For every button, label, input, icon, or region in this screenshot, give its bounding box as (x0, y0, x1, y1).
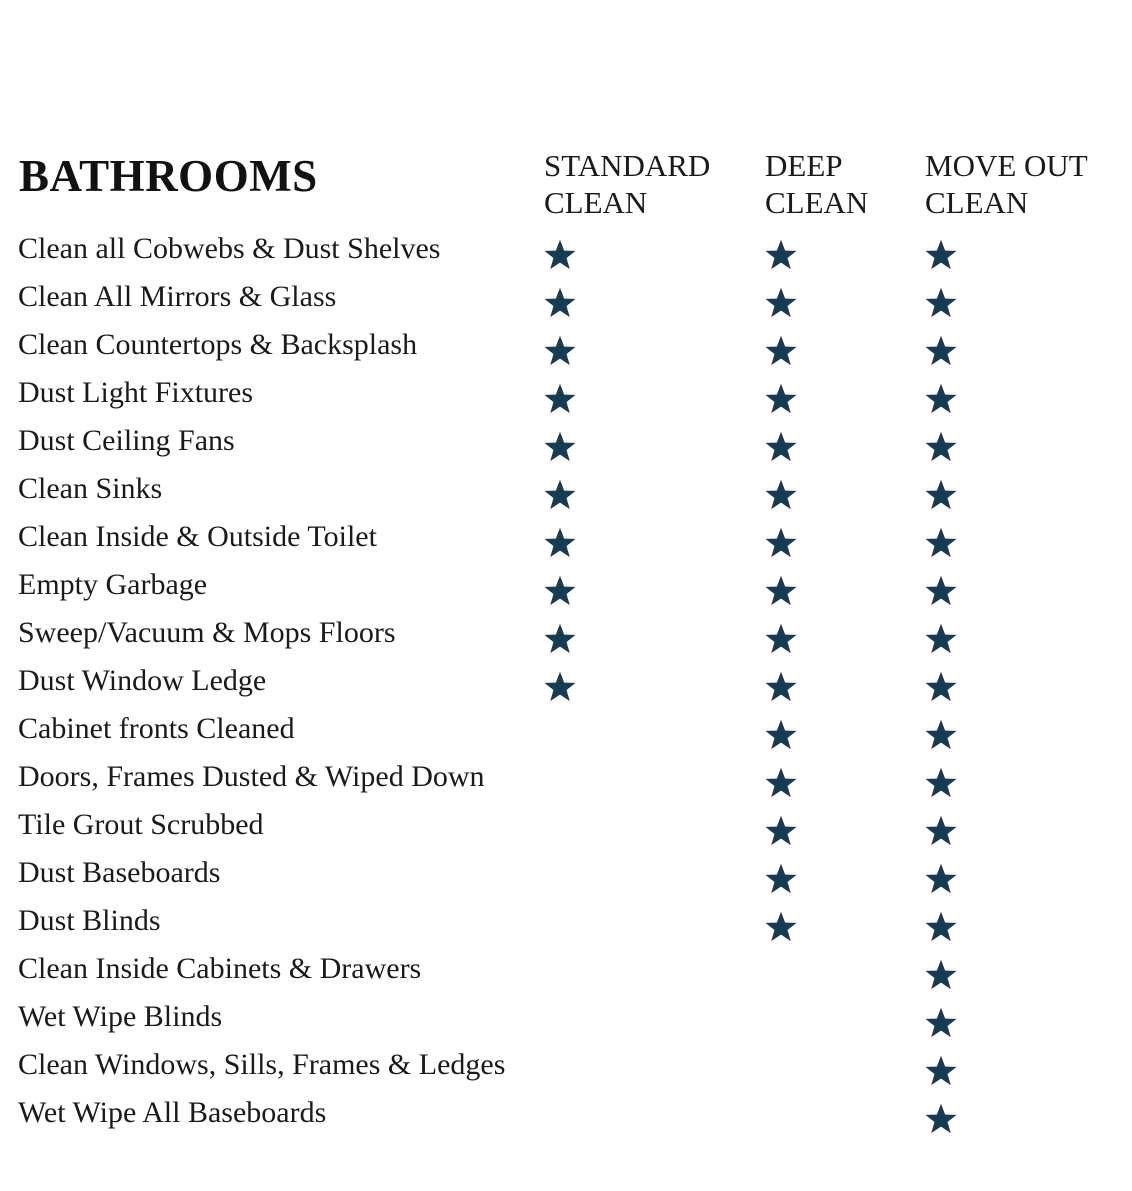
task-row (0, 706, 1132, 754)
task-label: Dust Ceiling Fans (18, 424, 235, 457)
task-row (0, 514, 1132, 562)
task-label: Clean All Mirrors & Glass (18, 280, 337, 313)
task-label: Empty Garbage (18, 568, 208, 601)
star-icon-standard (543, 286, 577, 320)
task-row (0, 466, 1132, 514)
star-icon-standard (543, 238, 577, 272)
star-icon-move-out (924, 430, 958, 464)
star-icon-move-out (924, 526, 958, 560)
task-label: Clean Sinks (18, 472, 163, 505)
star-icon-standard (543, 430, 577, 464)
star-icon-move-out (924, 574, 958, 608)
column-header-line: STANDARD (544, 148, 711, 183)
star-icon-move-out (924, 910, 958, 944)
star-icon-deep (764, 430, 798, 464)
task-list (0, 226, 1132, 1138)
task-row (0, 850, 1132, 898)
star-icon-standard (543, 670, 577, 704)
task-row (0, 226, 1132, 274)
column-header-move-out (925, 147, 1088, 221)
star-icon-standard (543, 622, 577, 656)
star-icon-move-out (924, 862, 958, 896)
star-icon-move-out (924, 238, 958, 272)
star-icon-deep (764, 382, 798, 416)
star-icon-move-out (924, 1054, 958, 1088)
task-row (0, 370, 1132, 418)
column-header-standard (544, 147, 710, 221)
star-icon-move-out (924, 958, 958, 992)
task-label: Dust Window Ledge (18, 664, 267, 697)
star-icon-deep (764, 670, 798, 704)
star-icon-standard (543, 334, 577, 368)
star-icon-deep (764, 862, 798, 896)
star-icon-move-out (924, 334, 958, 368)
star-icon-move-out (924, 382, 958, 416)
task-label: Wet Wipe Blinds (18, 1000, 223, 1033)
task-label: Dust Blinds (18, 904, 161, 937)
task-row (0, 994, 1132, 1042)
column-header-line: DEEP (765, 148, 843, 183)
task-row (0, 418, 1132, 466)
star-icon-move-out (924, 622, 958, 656)
star-icon-deep (764, 814, 798, 848)
task-row (0, 274, 1132, 322)
star-icon-standard (543, 478, 577, 512)
task-label: Clean all Cobwebs & Dust Shelves (18, 232, 441, 265)
task-row (0, 658, 1132, 706)
star-icon-deep (764, 334, 798, 368)
section-title: BATHROOMS (19, 151, 318, 201)
star-icon-move-out (924, 1102, 958, 1136)
star-icon-standard (543, 526, 577, 560)
task-row (0, 802, 1132, 850)
task-row (0, 754, 1132, 802)
star-icon-deep (764, 286, 798, 320)
star-icon-move-out (924, 478, 958, 512)
column-header-line: CLEAN (544, 185, 648, 220)
task-label: Clean Windows, Sills, Frames & Ledges (18, 1048, 506, 1081)
star-icon-deep (764, 622, 798, 656)
task-row (0, 898, 1132, 946)
task-row (0, 610, 1132, 658)
task-row (0, 562, 1132, 610)
star-icon-move-out (924, 766, 958, 800)
star-icon-standard (543, 382, 577, 416)
star-icon-standard (543, 574, 577, 608)
task-label: Clean Inside & Outside Toilet (18, 520, 377, 553)
column-header-line: CLEAN (925, 185, 1029, 220)
star-icon-move-out (924, 670, 958, 704)
star-icon-deep (764, 526, 798, 560)
column-header-deep (765, 147, 868, 221)
star-icon-move-out (924, 718, 958, 752)
star-icon-deep (764, 478, 798, 512)
task-label: Clean Inside Cabinets & Drawers (18, 952, 422, 985)
column-header-line: MOVE OUT (925, 148, 1088, 183)
task-row (0, 946, 1132, 994)
star-icon-deep (764, 718, 798, 752)
task-row (0, 322, 1132, 370)
task-label: Dust Light Fixtures (18, 376, 254, 409)
task-row (0, 1090, 1132, 1138)
star-icon-move-out (924, 286, 958, 320)
task-label: Cabinet fronts Cleaned (18, 712, 295, 745)
task-label: Wet Wipe All Baseboards (18, 1096, 327, 1129)
star-icon-move-out (924, 814, 958, 848)
task-row (0, 1042, 1132, 1090)
star-icon-deep (764, 766, 798, 800)
star-icon-deep (764, 910, 798, 944)
task-label: Doors, Frames Dusted & Wiped Down (18, 760, 485, 793)
task-label: Sweep/Vacuum & Mops Floors (18, 616, 396, 649)
task-label: Tile Grout Scrubbed (18, 808, 264, 841)
task-label: Dust Baseboards (18, 856, 221, 889)
star-icon-deep (764, 238, 798, 272)
star-icon-move-out (924, 1006, 958, 1040)
star-icon-deep (764, 574, 798, 608)
column-header-line: CLEAN (765, 185, 869, 220)
task-label: Clean Countertops & Backsplash (18, 328, 418, 361)
